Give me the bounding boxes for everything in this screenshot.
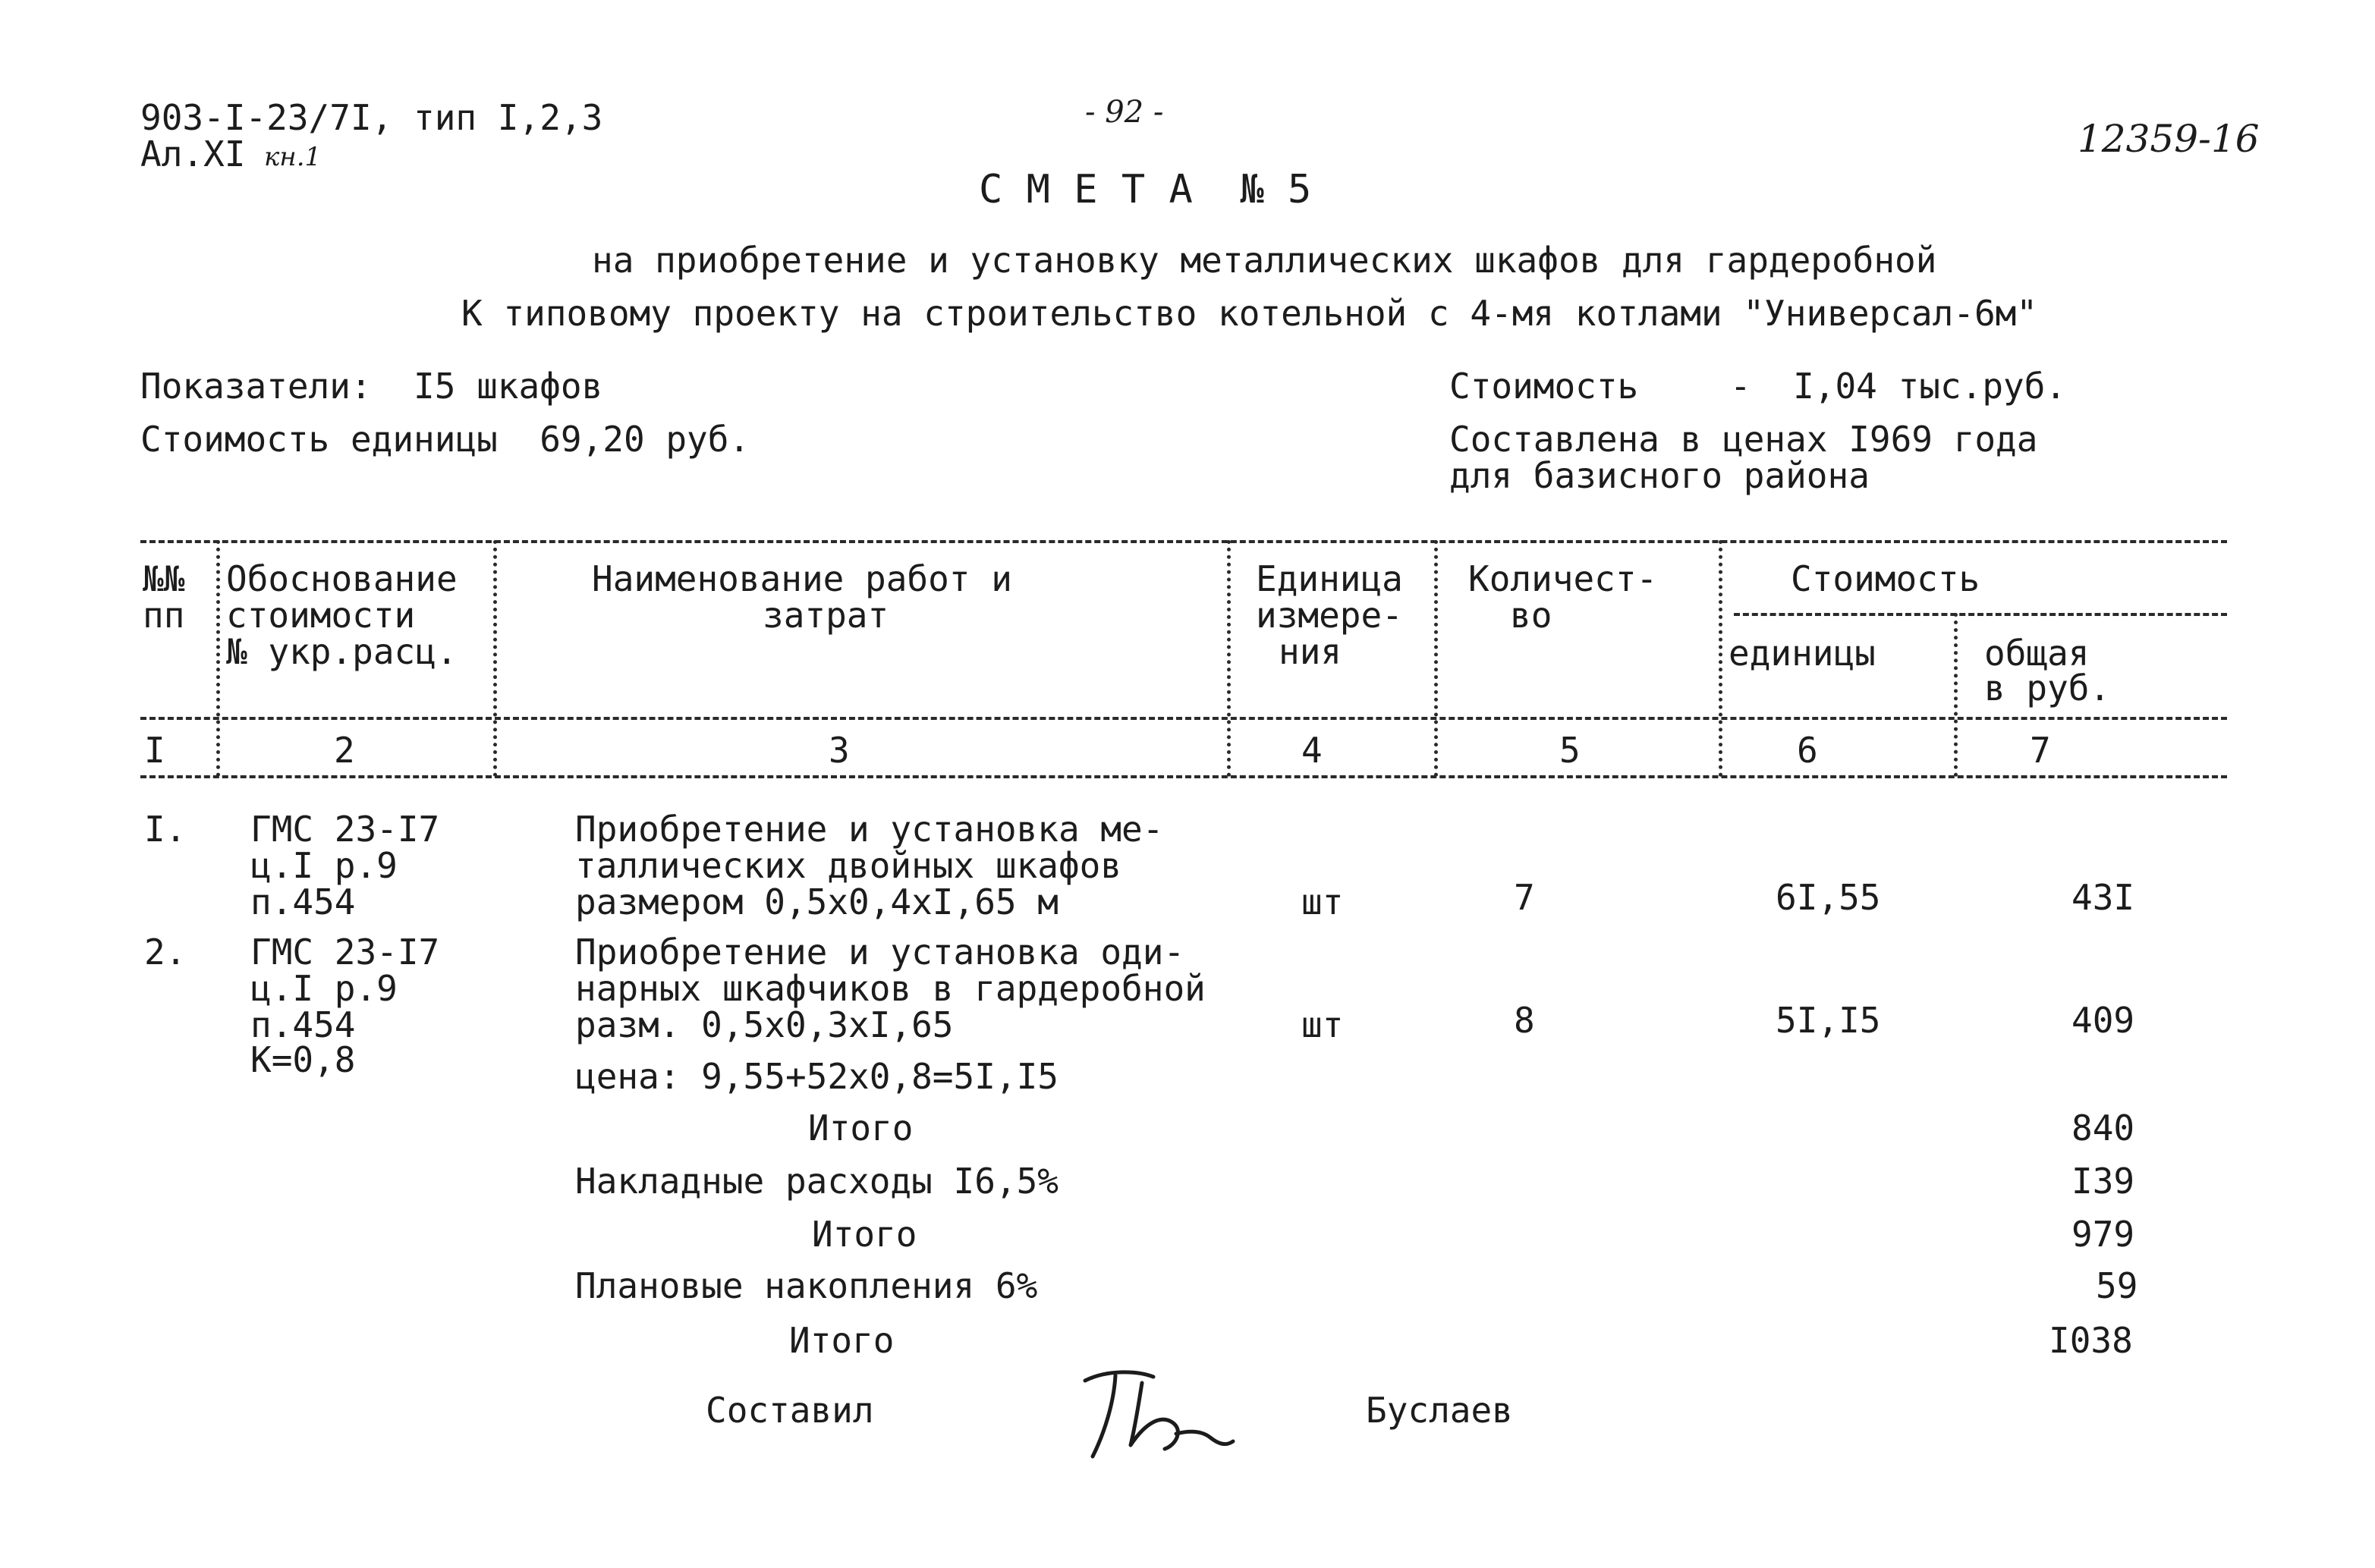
row-unit: шт: [1301, 881, 1344, 922]
row-qty: 8: [1514, 1000, 1535, 1041]
subtotal-label: Итого: [812, 1214, 917, 1255]
col-divider-4: [1434, 540, 1438, 777]
header-num-2: пп: [143, 595, 185, 636]
overhead-value: I39: [2071, 1161, 2135, 1202]
row-qty: 7: [1514, 877, 1535, 918]
row-num: 2.: [144, 932, 187, 973]
col-divider-5: [1719, 540, 1722, 777]
colnum-7: 7: [2030, 730, 2051, 771]
planned-savings-label: Плановые накопления 6%: [575, 1265, 1038, 1306]
row-unit: шт: [1301, 1004, 1344, 1045]
price-calculation-note: цена: 9,55+52х0,8=5I,I5: [575, 1056, 1059, 1097]
row-total: 409: [2071, 1000, 2135, 1041]
header-basis-1: Обоснование: [226, 558, 458, 599]
compiler-name: Буслаев: [1366, 1390, 1513, 1431]
colnum-5: 5: [1559, 730, 1581, 771]
row-basis-line: ГМС 23-I7: [250, 932, 440, 973]
prices-region: для базисного района: [1449, 455, 1870, 496]
row-price: 6I,55: [1776, 877, 1881, 918]
cost-label: Стоимость: [1449, 366, 1639, 407]
subtotal-value: 840: [2071, 1108, 2135, 1149]
row-name-line: Приобретение и установка оди-: [575, 932, 1185, 973]
cost-subheader-rule: [1734, 613, 2227, 616]
header-num-1: №№: [143, 558, 185, 599]
colnum-2: 2: [334, 730, 355, 771]
header-bottom-rule: [140, 717, 2227, 720]
header-cost-unit: единицы: [1729, 633, 1876, 674]
row-basis-line: ц.I р.9: [250, 845, 398, 886]
col-divider-3: [1227, 540, 1231, 777]
estimate-subtitle-2: К типовому проекту на строительство котельной с 4-мя котлами "Универсал-6м": [461, 293, 2038, 334]
grand-total-label: Итого: [789, 1320, 895, 1361]
row-name-line: таллических двойных шкафов: [575, 845, 1122, 886]
signature: [1070, 1362, 1244, 1468]
document-number: 12359-16: [2078, 117, 2260, 161]
album-label: Ал.XI: [140, 134, 246, 174]
estimate-subtitle-1: на приобретение и установку металлических шкафов для гардеробной: [592, 240, 1937, 281]
cost-value: - I,04 тыс.руб.: [1730, 366, 2067, 407]
header-unit-1: Единица: [1256, 558, 1403, 599]
row-name-line: размером 0,5х0,4хI,65 м: [575, 881, 1059, 922]
row-name-line: Приобретение и установка ме-: [575, 809, 1164, 850]
project-code: 903-I-23/7I, тип I,2,3: [140, 97, 603, 138]
header-cost: Стоимость: [1791, 558, 1980, 599]
colnum-4: 4: [1301, 730, 1323, 771]
row-total: 43I: [2071, 877, 2135, 918]
col-divider-6: [1954, 613, 1958, 777]
row-basis-line: п.454: [250, 881, 356, 922]
estimate-heading: С М Е Т А № 5: [979, 167, 1312, 212]
indicators: Показатели: I5 шкафов: [140, 366, 603, 407]
album-handnote: кн.1: [264, 142, 322, 172]
planned-savings-value: 59: [2096, 1265, 2138, 1306]
table-top-rule: [140, 540, 2227, 543]
row-basis-line: ГМС 23-I7: [250, 809, 440, 850]
col-divider-2: [493, 540, 497, 777]
page-number: - 92 -: [1085, 95, 1164, 130]
subtotal-label: Итого: [808, 1108, 914, 1149]
grand-total-value: I038: [2049, 1320, 2133, 1361]
prices-year: Составлена в ценах I969 года: [1449, 419, 2038, 460]
header-basis-2: стоимости: [226, 595, 416, 636]
header-qty-2: во: [1510, 595, 1552, 636]
colnum-1: I: [144, 730, 165, 771]
row-basis-line: п.454: [250, 1004, 356, 1045]
subtotal-value: 979: [2071, 1214, 2135, 1255]
header-cost-total-2: в руб.: [1984, 668, 2111, 709]
row-num: I.: [144, 809, 187, 850]
overhead-label: Накладные расходы I6,5%: [575, 1161, 1059, 1202]
row-name-line: нарных шкафчиков в гардеробной: [575, 968, 1206, 1009]
row-basis-line: К=0,8: [250, 1039, 356, 1080]
header-cost-total-1: общая: [1984, 633, 2090, 674]
header-unit-3: ния: [1279, 631, 1342, 672]
colnum-3: 3: [829, 730, 850, 771]
header-qty-1: Количест-: [1468, 558, 1658, 599]
unit-cost: Стоимость единицы 69,20 руб.: [140, 419, 750, 460]
row-price: 5I,I5: [1776, 1000, 1881, 1041]
row-basis-line: ц.I р.9: [250, 968, 398, 1009]
header-basis-3: № укр.расц.: [226, 631, 458, 672]
header-unit-2: измере-: [1256, 595, 1403, 636]
colnum-6: 6: [1797, 730, 1818, 771]
col-divider-1: [216, 540, 220, 777]
header-name-1: Наименование работ и: [592, 558, 1012, 599]
row-name-line: разм. 0,5х0,3хI,65: [575, 1004, 954, 1045]
compiled-by-label: Составил: [706, 1390, 874, 1431]
header-name-2: затрат: [763, 595, 889, 636]
colnum-bottom-rule: [140, 775, 2227, 778]
